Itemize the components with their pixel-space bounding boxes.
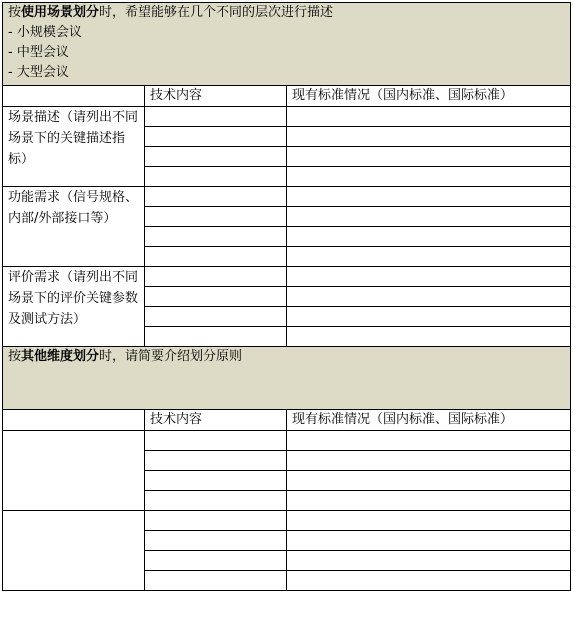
tech-cell[interactable] [145,247,287,267]
table-row [3,267,571,287]
header-blank [3,410,145,431]
standards-cell[interactable] [287,247,571,267]
standards-cell[interactable] [287,327,571,347]
section1-intro-bold: 使用场景划分 [21,5,100,20]
table-row [3,511,571,531]
tech-cell[interactable] [145,207,287,227]
standards-cell[interactable] [287,431,571,451]
level-large: - 大型会议 [8,65,69,80]
section2-intro [3,347,571,410]
standards-cell[interactable] [287,187,571,207]
table-row [3,107,571,127]
standards-cell[interactable] [287,471,571,491]
standards-cell[interactable] [287,531,571,551]
tech-cell[interactable] [145,267,287,287]
tech-cell[interactable] [145,127,287,147]
standards-cell[interactable] [287,267,571,287]
tech-cell[interactable] [145,491,287,511]
tech-cell[interactable] [145,107,287,127]
section2-intro-prefix: 按 [8,349,22,364]
table-row [3,431,571,451]
standards-cell[interactable] [287,287,571,307]
standards-requirement-form [2,2,571,591]
category-blank[interactable] [3,511,145,591]
tech-cell[interactable] [145,531,287,551]
standards-cell[interactable] [287,571,571,591]
header-existing-standards: 现有标准情况（国内标准、国际标准） [287,86,571,107]
table-row [3,187,571,207]
tech-cell[interactable] [145,431,287,451]
standards-cell[interactable] [287,307,571,327]
tech-cell[interactable] [145,167,287,187]
section2-intro-text [8,347,565,367]
header-tech-content: 技术内容 [145,410,287,431]
standards-cell[interactable] [287,551,571,571]
section1-intro-suffix: 时，希望能够在几个不同的层次进行描述 [99,5,334,20]
standards-cell[interactable] [287,227,571,247]
tech-cell[interactable] [145,307,287,327]
section2-intro-suffix: 时，请简要介绍划分原则 [99,349,243,364]
tech-cell[interactable] [145,571,287,591]
section2-intro-bold: 其他维度划分 [21,349,100,364]
category-function: 功能需求（信号规格、内部/外部接口等） [3,187,145,267]
tech-cell[interactable] [145,471,287,491]
tech-cell[interactable] [145,451,287,471]
standards-cell[interactable] [287,167,571,187]
tech-cell[interactable] [145,511,287,531]
standards-cell[interactable] [287,107,571,127]
section1-intro-text [8,3,565,23]
standards-cell[interactable] [287,451,571,471]
standards-cell[interactable] [287,127,571,147]
category-blank[interactable] [3,431,145,511]
level-small: - 小规模会议 [8,25,82,40]
category-scenario: 场景描述（请列出不同场景下的关键描述指标） [3,107,145,187]
category-evaluation: 评价需求（请列出不同场景下的评价关键参数及测试方法） [3,267,145,347]
header-blank [3,86,145,107]
section2-intro-row [3,347,571,410]
standards-cell[interactable] [287,491,571,511]
section1-intro-prefix: 按 [8,5,22,20]
section2-header-row [3,410,571,431]
header-tech-content: 技术内容 [145,86,287,107]
section1-header-row [3,86,571,107]
tech-cell[interactable] [145,287,287,307]
standards-cell[interactable] [287,147,571,167]
tech-cell[interactable] [145,327,287,347]
header-existing-standards: 现有标准情况（国内标准、国际标准） [287,410,571,431]
tech-cell[interactable] [145,187,287,207]
level-medium: - 中型会议 [8,45,69,60]
standards-cell[interactable] [287,511,571,531]
section1-intro-row [3,3,571,86]
section1-intro [3,3,571,86]
tech-cell[interactable] [145,551,287,571]
tech-cell[interactable] [145,227,287,247]
standards-cell[interactable] [287,207,571,227]
tech-cell[interactable] [145,147,287,167]
